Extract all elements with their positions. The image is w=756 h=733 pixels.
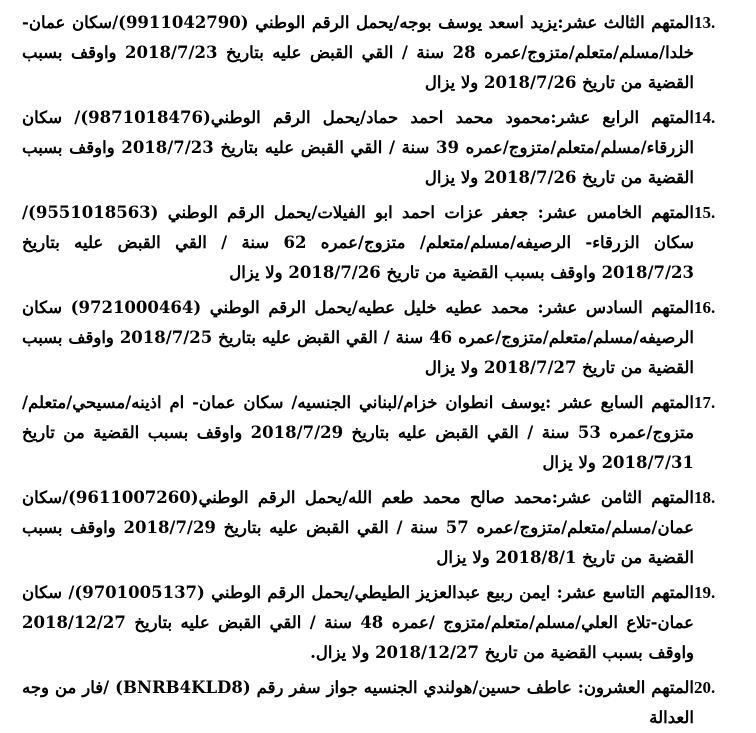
list-item (22, 578, 734, 668)
item-number: 15. (694, 203, 716, 222)
item-number: 16. (694, 298, 716, 317)
list-item (22, 103, 734, 193)
item-number: 19. (694, 583, 716, 602)
item-number: 17. (694, 393, 716, 412)
item-number: 13. (694, 13, 716, 32)
list-item (22, 293, 734, 383)
item-text: المتهم العشرون: عاطف حسين/هولندي الجنسيه جواز سفر رقم (BNRB4KLD8) /فار من وجه العدالة (22, 678, 694, 727)
list-item (22, 483, 734, 573)
item-number: 18. (694, 488, 716, 507)
item-text: المتهم الثالث عشر:يزيد اسعد يوسف بوجه/يحمل الرقم الوطني (9911042790)/سكان عمان- خلدا/مسلم/متعلم/متزوج/عمره 28 سنة / القي القبض عليه بتاريخ 2018/7/23 واوقف بسبب القضية من تاريخ 2018/7/26 ولا يزال (22, 13, 694, 92)
item-number: 20. (694, 678, 716, 697)
list-item (22, 673, 734, 733)
item-text: المتهم السادس عشر: محمد عطيه خليل عطيه/يحمل الرقم الوطني (9721000464) سكان الرصيفه/مسلم/متعلم/متزوج/عمره 46 سنة / القي القبض عليه بتاريخ 2018/7/25 واوقف بسبب القضية من تاريخ 2018/7/27 ولا يزال (22, 298, 694, 377)
list-item (22, 198, 734, 288)
item-text: المتهم الرابع عشر:محمود محمد احمد حماد/يحمل الرقم الوطني(9871018476)/ سكان الزرقاء/مسلم/متعلم/متزوج/عمره 39 سنة / القي القبض عليه بتاريخ 2018/7/23 واوقف بسبب القضية من تاريخ 2018/7/26 ولا يزال (22, 108, 694, 187)
item-text: المتهم الثامن عشر:محمد صالح محمد طعم الله/يحمل الرقم الوطني(9611007260)/سكان عمان/مسلم/متعلم/متزوج/عمره 57 سنة / القي القبض عليه بتاريخ 2018/7/29 واوقف بسبب القضية من تاريخ 2018/8/1 ولا يزال (22, 488, 694, 567)
item-text: المتهم السابع عشر :يوسف انطوان خزام/لبناني الجنسيه/ سكان عمان- ام اذينه/مسيحي/متعلم/متزوج/عمره 53 سنة / القي القبض عليه بتاريخ 2018/7/29 واوقف بسبب القضية من تاريخ 2018/7/31 ولا يزال (22, 393, 694, 472)
item-number: 14. (694, 108, 716, 127)
item-text: المتهم الخامس عشر: جعفر عزات احمد ابو الفيلات/يحمل الرقم الوطني (9551018563)/سكان الزرقاء- الرصيفه/مسلم/متعلم/ متزوج/عمره 62 سنة / القي القبض عليه بتاريخ 2018/7/23 واوقف بسبب القضية من تاريخ 2018/7/26 ولا يزال (22, 203, 694, 282)
list-item (22, 8, 734, 98)
item-text: المتهم التاسع عشر: ايمن ربيع عبدالعزيز الطيطي/يحمل الرقم الوطني (9701005137)/ سكان عمان-تلاع العلي/مسلم/متعلم/متزوج /عمره 48 سنة / القي القبض عليه بتاريخ 2018/12/27 واوقف بسبب القضية من تاريخ 2018/12/27 ولا يزال. (22, 583, 694, 662)
list-item (22, 388, 734, 478)
